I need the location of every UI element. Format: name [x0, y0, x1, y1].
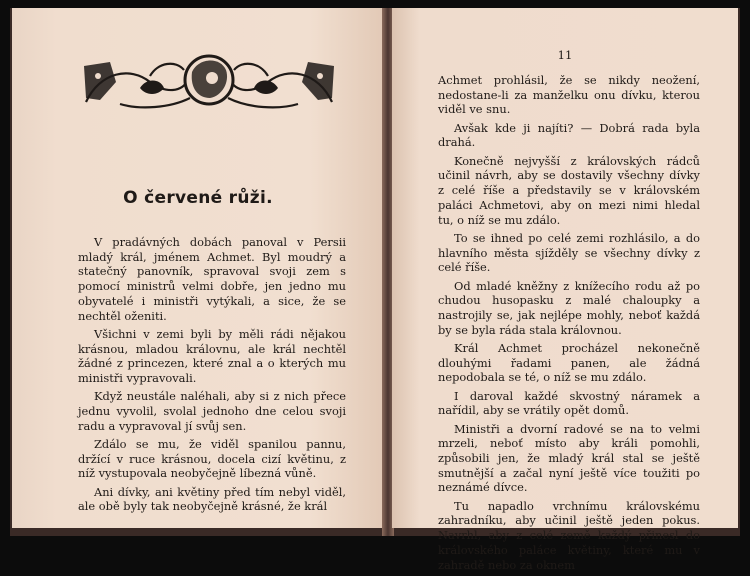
paragraph: Když neustále naléhali, aby si z nich přece jednu vyvolil, svolal jednoho dne celou svoji radu a vypravoval jí svůj sen.	[78, 389, 346, 433]
paragraph: Zdálo se mu, že viděl spanilou pannu, držící v ruce krásnou, docela cizí květinu, z níž vystupovala neobyčejně líbezná vůně.	[78, 436, 346, 481]
paragraph: Tu napadlo vrchnímu královskému zahradníku, aby učinil ještě jeden pokus. Navrhl, aby z celé země každý přinesl do královského paláce květiny, které mu v zahradě nebo za oknem	[438, 498, 700, 572]
paragraph: To se ihned po celé zemi rozhlásilo, a do hlavního města sjížděly se všechny dívky z celé říše.	[438, 230, 700, 275]
paragraph: I daroval každé skvostný náramek a nařídil, aby se vrátily opět domů.	[438, 388, 700, 418]
floral-ornament-icon	[80, 52, 338, 112]
paragraph: Ministři a dvorní radové se na to velmi mrzeli, neboť místo aby králi pomohli, způsobili jen, že mladý král stal se ještě smutnější a začal nyní ještě více toužiti po neznámé dívce.	[438, 421, 700, 495]
right-body-text	[438, 73, 700, 576]
paragraph: Avšak kde ji najíti? — Dobrá rada byla drahá.	[438, 120, 700, 150]
paragraph: Od mladé kněžny z knížecího rodu až po chudou husopasku z malé chaloupky a nastrojily se, jak nejlépe mohly, neboť každá by se byla ráda stala královnou.	[438, 278, 700, 337]
paragraph: Všichni v zemi byli by měli rádi nějakou krásnou, mladou královnu, ale král nechtěl žádné z princezen, které znal a o kterých mu ministři vypravovali.	[78, 326, 346, 385]
page-number: 11	[557, 48, 573, 62]
paragraph: Konečně nejvyšší z královských rádců učinil návrh, aby se dostavily všechny dívky z celé říše a představily se v královském paláci Achmetovi, aby on mezi nimi hledal tu, o níž se mu zdálo.	[438, 153, 700, 227]
story-title: O červené růži.	[123, 188, 273, 208]
book-spread	[10, 8, 740, 572]
paragraph: V pradávných dobách panoval v Persii mladý král, jménem Achmet. Byl moudrý a statečný panovník, spravoval svoji zem s pomocí ministrů velmi dobře, jen jedno mu obyvatelé i ministři vytýkali, a sice, že se nechtěl oženiti.	[78, 235, 346, 323]
paragraph: Achmet prohlásil, že se nikdy neožení, nedostane-li za manželku onu dívku, kterou viděl ve snu.	[438, 73, 700, 117]
left-body-text	[78, 235, 346, 518]
left-page	[12, 8, 384, 528]
paragraph: Král Achmet procházel nekonečně dlouhými řadami panen, ale žádná nepodobala se té, o níž se mu zdálo.	[438, 340, 700, 385]
right-page	[392, 8, 738, 572]
paragraph: Ani dívky, ani květiny před tím nebyl viděl, ale obě byly tak neobyčejně krásné, že král	[78, 484, 346, 514]
